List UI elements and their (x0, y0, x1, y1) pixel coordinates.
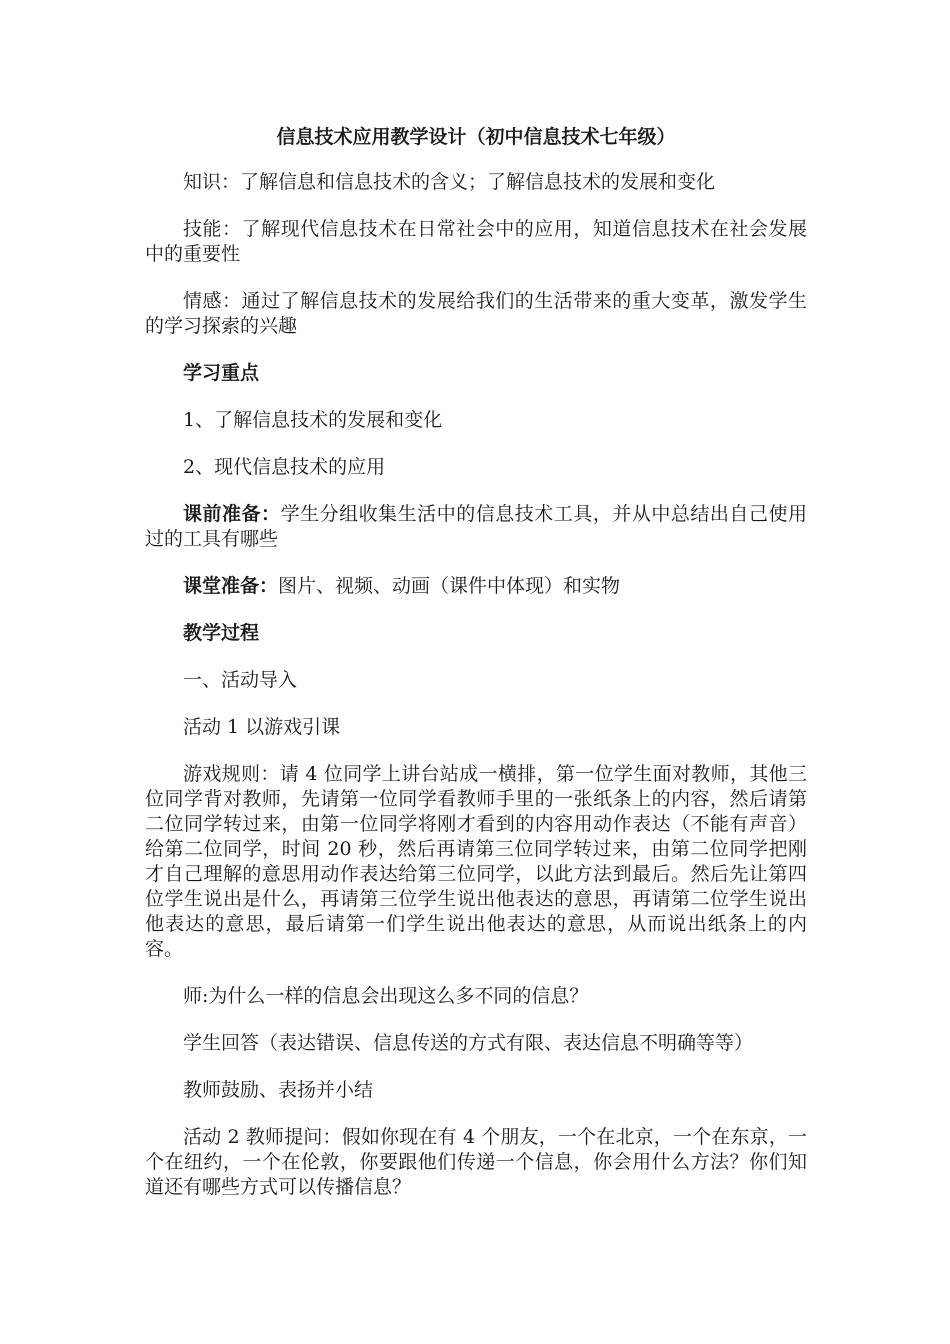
pre-class-label: 课前准备： (183, 503, 281, 525)
objective-emotion: 情感：通过了解信息技术的发展给我们的生活带来的重大变革，激发学生的学习探索的兴趣 (145, 290, 807, 337)
section-1-title: 一、活动导入 (183, 669, 298, 691)
objective-skill: 技能：了解现代信息技术在日常社会中的应用，知道信息技术在社会发展中的重要性 (145, 218, 807, 265)
student-answer: 学生回答（表达错误、信息传送的方式有限、表达信息不明确等等） (183, 1032, 754, 1054)
in-class-preparation (145, 574, 807, 599)
activity-2-text: 活动 2 教师提问：假如你现在有 4 个朋友，一个在北京，一个在东京，一个在纽约，一个在伦敦，你要跟他们传递一个信息，你会用什么方法？你们知道还有哪些方式可以传播信息？ (145, 1126, 807, 1198)
key-point-item-1: 1、了解信息技术的发展和变化 (183, 409, 443, 431)
process-heading: 教学过程 (183, 622, 260, 644)
game-rules-text: 游戏规则：请 4 位同学上讲台站成一横排，第一位学生面对教师，其他三位同学背对教师，先请第一位同学看教师手里的一张纸条上的内容，然后请第二位同学转过来，由第一位同学将刚才看到的内容用动作表达（不能有声音）给第二位同学，时间 20 秒，然后再请第三位同学转过来，由第二位同学把刚才自己理解的意思用动作表达给第三位同学，以此方法到最后。然后先让第四位学生说出是什么，再请第三位学生说出他表达的意思，再请第二位学生说出他表达的意思，最后请第一们学生说出他表达的意思，从而说出纸条上的内容。 (145, 763, 807, 960)
objective-knowledge: 知识：了解信息和信息技术的含义；了解信息技术的发展和变化 (183, 171, 716, 193)
document-page (145, 124, 807, 1222)
teacher-summary: 教师鼓励、表扬并小结 (183, 1079, 374, 1101)
pre-class-preparation (145, 502, 807, 552)
key-point-item-2: 2、现代信息技术的应用 (183, 456, 386, 478)
document-title: 信息技术应用教学设计（初中信息技术七年级） (276, 126, 676, 148)
in-class-text: 图片、视频、动画（课件中体现）和实物 (278, 575, 621, 597)
activity-1-title: 活动 1 以游戏引课 (183, 716, 341, 738)
teacher-question: 师:为什么一样的信息会出现这么多不同的信息？ (183, 985, 589, 1007)
key-points-heading: 学习重点 (183, 362, 260, 384)
in-class-label: 课堂准备： (183, 575, 279, 597)
pre-class-text: 学生分组收集生活中的信息技术工具，并从中总结出自己使用过的工具有哪些 (145, 503, 807, 550)
